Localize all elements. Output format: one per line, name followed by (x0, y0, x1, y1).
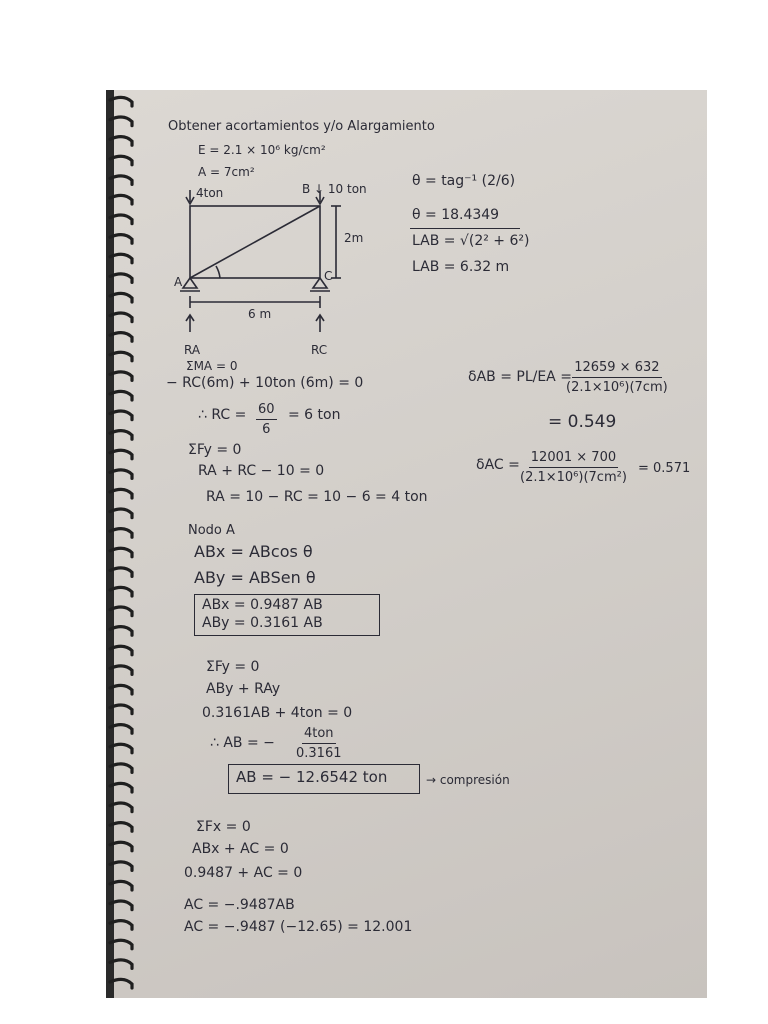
reaction-a-label: RA (184, 343, 201, 357)
given-A: A = 7cm² (198, 165, 255, 179)
delta-ac-result: = 0.571 (638, 461, 691, 476)
vertical-eq1: RA + RC − 10 = 0 (198, 463, 325, 479)
height-label: 2m (344, 231, 364, 245)
rc-prefix: ∴ RC = (198, 407, 247, 423)
delta-ab-denominator: (2.1×10⁶)(7cm) (566, 380, 668, 395)
load-a-label: 4ton (196, 186, 224, 200)
lab-value: LAB = 6.32 m (412, 259, 510, 275)
node-sum-fx: ΣFx = 0 (196, 819, 251, 835)
theta-definition: θ = tag⁻¹ (2/6) (412, 173, 516, 189)
abx-definition: ABx = ABcos θ (194, 542, 313, 561)
ab-result: AB = − 12.6542 ton (236, 768, 388, 786)
ab-prefix: ∴ AB = − (210, 735, 275, 751)
rc-result: = 6 ton (288, 407, 341, 423)
node-fx-eq1: ABx + AC = 0 (192, 841, 289, 857)
delta-ab-result: = 0.549 (548, 412, 617, 432)
delta-ac-lhs: δAC = (476, 457, 520, 473)
delta-ab-numerator: 12659 × 632 (572, 360, 661, 378)
node-a-title: Nodo A (188, 523, 235, 538)
rc-fraction (256, 402, 277, 437)
given-E: E = 2.1 × 10⁶ kg/cm² (198, 143, 326, 157)
ab-denominator: 0.3161 (296, 746, 342, 761)
node-a-label: A (174, 275, 183, 289)
sum-moments: ΣMA = 0 (186, 359, 238, 373)
ab-fraction (296, 726, 342, 761)
lab-definition: LAB = √(2² + 6²) (412, 233, 530, 249)
spiral-binding (106, 90, 146, 998)
sum-fy: ΣFy = 0 (188, 442, 242, 458)
node-c-label: C (324, 269, 333, 283)
delta-ac-fraction (520, 450, 627, 485)
ab-numerator: 4ton (302, 726, 336, 744)
delta-ac-denominator: (2.1×10⁶)(7cm²) (520, 470, 627, 485)
notebook-photo (106, 90, 707, 998)
node-fx-eq4: AC = −.9487 (−12.65) = 12.001 (184, 919, 413, 935)
node-fx-eq3: AC = −.9487AB (184, 897, 295, 913)
node-fy-eq1: ABy + RAy (206, 681, 281, 697)
span-label: 6 m (248, 307, 272, 321)
theta-value: θ = 18.4349 (412, 207, 500, 223)
delta-ab-lhs: δAB = PL/EA = (468, 369, 572, 385)
reaction-c-label: RC (311, 343, 328, 357)
abx-value: ABx = 0.9487 AB (202, 597, 323, 613)
compression-note: → compresión (426, 773, 510, 787)
vertical-eq2: RA = 10 − RC = 10 − 6 = 4 ton (206, 489, 428, 505)
node-sum-fy: ΣFy = 0 (206, 659, 260, 675)
rc-numerator: 60 (256, 402, 277, 420)
load-b-label: B ↓ 10 ton (302, 182, 367, 196)
rc-denominator: 6 (262, 422, 271, 437)
node-fy-eq2: 0.3161AB + 4ton = 0 (202, 705, 353, 721)
moment-equation: − RC(6m) + 10ton (6m) = 0 (166, 375, 364, 391)
aby-value: ABy = 0.3161 AB (202, 615, 323, 631)
node-fx-eq2: 0.9487 + AC = 0 (184, 865, 303, 881)
theta-underline (410, 228, 520, 229)
page-header: Obtener acortamientos y/o Alargamiento (168, 119, 435, 134)
aby-definition: ABy = ABSen θ (194, 568, 316, 587)
delta-ab-fraction (566, 360, 668, 395)
delta-ac-numerator: 12001 × 700 (529, 450, 618, 468)
